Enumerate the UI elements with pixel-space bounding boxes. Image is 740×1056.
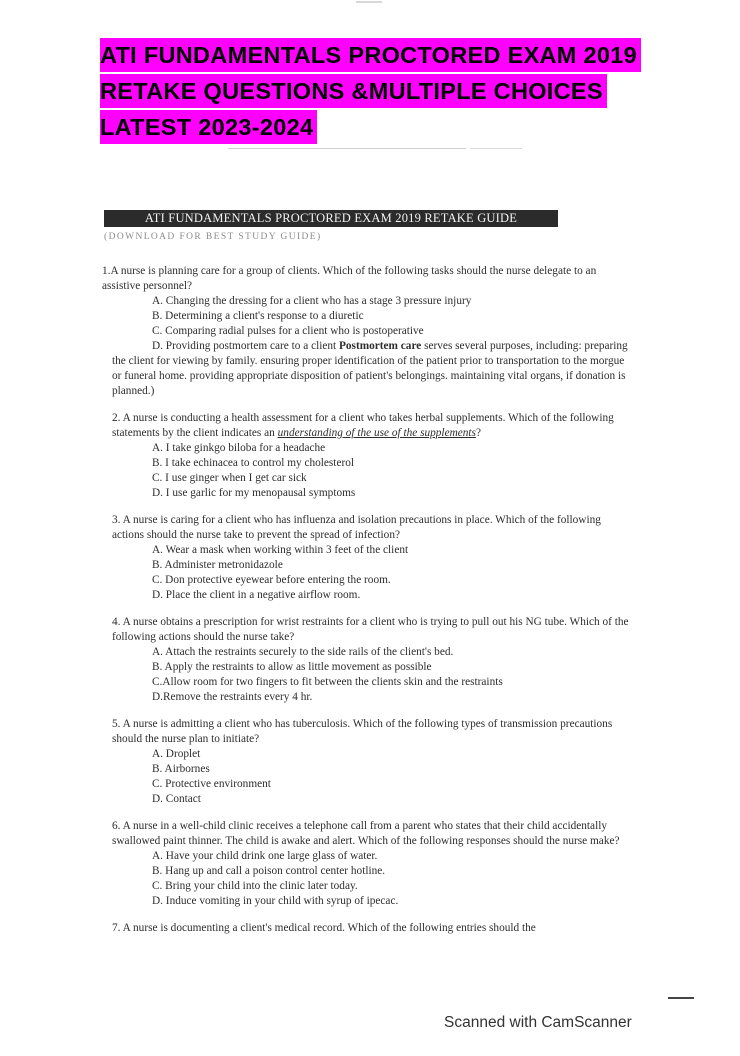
question-4 [112, 615, 632, 705]
option-d: D. I use garlic for my menopausal symptoms [152, 487, 356, 499]
question-3 [112, 513, 632, 603]
faint-divider [228, 148, 466, 149]
option-a: A. Attach the restraints securely to the side rails of the client's bed. [152, 646, 454, 658]
scanned-subheading: (DOWNLOAD FOR BEST STUDY GUIDE) [104, 232, 322, 242]
option-b: B. Administer metronidazole [152, 559, 283, 571]
option-a: A. I take ginkgo biloba for a headache [152, 442, 326, 454]
explanation-text: serves several purposes, including: preparing the client for viewing by family. ensuring proper identification of the patient prior to transportation to the morgue or funeral home. providing appropriate disposition of patient's belongings. maintaining vital organs, if donation is planned.) [112, 340, 628, 397]
question-6 [112, 819, 632, 909]
explanation-label: Postmortem care [339, 340, 422, 352]
option-b: B. I take echinacea to control my cholesterol [152, 457, 355, 469]
faint-divider [470, 148, 522, 149]
option-d: D.Remove the restraints every 4 hr. [152, 691, 313, 703]
question-stem: 1.A nurse is planning care for a group of clients. Which of the following tasks should the nurse delegate to an assistive personnel? [102, 265, 597, 292]
scan-artifact [356, 1, 382, 3]
option-c: C. I use ginger when I get car sick [152, 472, 307, 484]
question-stem: 4. A nurse obtains a prescription for wrist restraints for a client who is trying to pull out his NG tube. Which of the following actions should the nurse take? [112, 616, 629, 643]
title-line-2: RETAKE QUESTIONS &MULTIPLE CHOICES [100, 74, 607, 108]
option-a: A. Wear a mask when working within 3 feet of the client [152, 544, 409, 556]
question-stem: 3. A nurse is caring for a client who has influenza and isolation precautions in place. Which of the following actions should the nurse take to prevent the spread of infection? [112, 514, 601, 541]
stem-text: 2. A nurse is conducting a health assessment for a client who takes herbal supplements. Which of the following statements by the client indicates an [112, 412, 614, 439]
camscanner-watermark: Scanned with CamScanner [444, 1014, 632, 1031]
option-b: B. Airbornes [152, 763, 210, 775]
title-line-1: ATI FUNDAMENTALS PROCTORED EXAM 2019 [100, 38, 641, 72]
answer-explanation [112, 339, 632, 399]
question-stem: 5. A nurse is admitting a client who has tuberculosis. Which of the following types of transmission precautions should the nurse plan to initiate? [112, 718, 613, 745]
option-b: B. Apply the restraints to allow as little movement as possible [152, 661, 432, 673]
scan-mark [668, 997, 694, 999]
option-a: A. Droplet [152, 748, 201, 760]
option-c: C. Protective environment [152, 778, 271, 790]
option-b: B. Hang up and call a poison control center hotline. [152, 865, 386, 877]
question-7 [112, 921, 632, 936]
question-stem: 7. A nurse is documenting a client's medical record. Which of the following entries should the [112, 922, 536, 934]
option-d: D. Providing postmortem care to a client [152, 340, 337, 352]
option-a: A. Have your child drink one large glass of water. [152, 850, 378, 862]
title-line-3: LATEST 2023-2024 [100, 110, 317, 144]
option-d: D. Induce vomiting in your child with syrup of ipecac. [152, 895, 399, 907]
option-b: B. Determining a client's response to a diuretic [152, 310, 364, 322]
question-2 [112, 411, 632, 501]
option-c: C. Bring your child into the clinic later today. [152, 880, 358, 892]
option-c: C. Don protective eyewear before entering the room. [152, 574, 391, 586]
question-1 [102, 264, 632, 399]
highlighted-title [100, 38, 740, 146]
option-c: C. Comparing radial pulses for a client who is postoperative [152, 325, 424, 337]
option-d: D. Contact [152, 793, 201, 805]
stem-underlined: understanding of the use of the supplements [277, 427, 476, 439]
scanned-banner: ATI FUNDAMENTALS PROCTORED EXAM 2019 RETAKE GUIDE [104, 210, 558, 227]
question-stem: 6. A nurse in a well-child clinic receives a telephone call from a parent who states that their child accidentally swallowed paint thinner. The child is awake and alert. Which of the following responses should the nurse make? [112, 820, 620, 847]
question-5 [112, 717, 632, 807]
stem-mark: ? [475, 427, 481, 439]
option-a: A. Changing the dressing for a client who has a stage 3 pressure injury [152, 295, 472, 307]
question-list [102, 264, 632, 948]
option-c: C.Allow room for two fingers to fit between the clients skin and the restraints [152, 676, 503, 688]
option-d: D. Place the client in a negative airflow room. [152, 589, 361, 601]
question-stem [112, 411, 632, 441]
